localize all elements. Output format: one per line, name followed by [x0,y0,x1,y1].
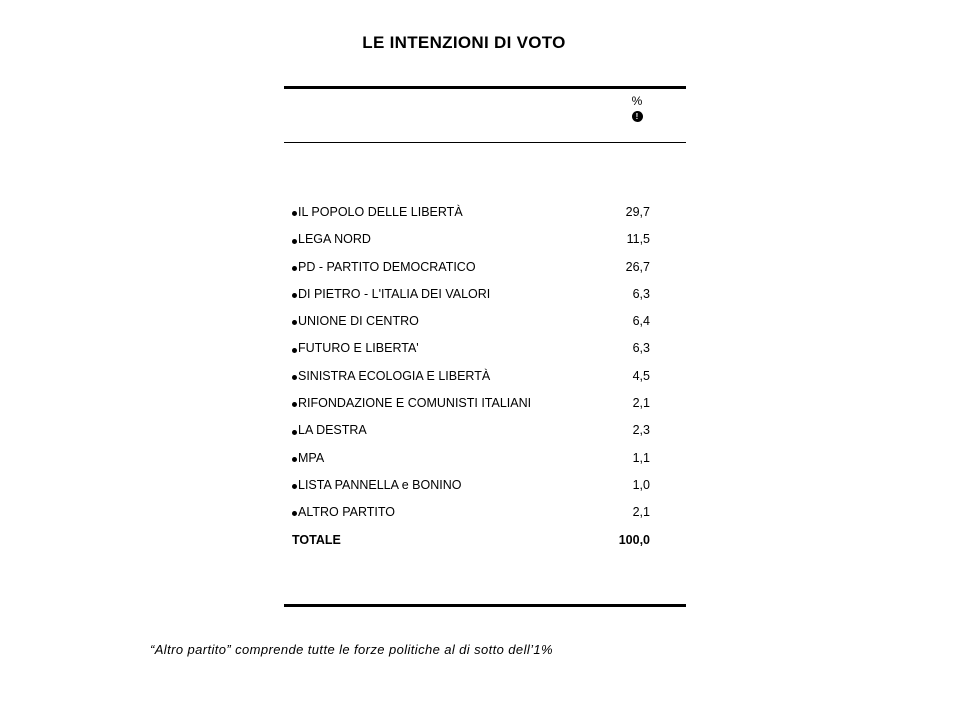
party-label: SINISTRA ECOLOGIA E LIBERTÀ [298,368,491,383]
party-label: MPA [298,450,325,465]
bullet-icon [292,430,297,435]
bullet-icon [292,239,297,244]
party-percent: 29,7 [625,205,650,219]
party-label: PD - PARTITO DEMOCRATICO [298,259,476,274]
bullet-icon [292,293,297,298]
party-percent: 1,1 [632,450,650,465]
party-label: RIFONDAZIONE E COMUNISTI ITALIANI [298,396,532,411]
party-label: LISTA PANNELLA e BONINO [298,477,462,492]
party-percent: 2,1 [632,396,650,411]
bullet-icon [292,375,297,380]
percent-label: % [631,94,643,108]
table-row [292,313,662,340]
party-label: FUTURO E LIBERTA' [298,341,419,356]
party-percent: 4,5 [632,368,650,383]
party-label: LEGA NORD [298,232,371,247]
table-top-rule [284,86,686,89]
party-percent: 6,3 [632,341,650,356]
total-percent: 100,0 [618,532,650,547]
bullet-icon [292,320,297,325]
party-percent: 11,5 [626,232,650,247]
total-row [292,532,662,559]
party-percent: 26,7 [625,259,650,274]
table-row [292,477,662,504]
bullet-icon [292,402,297,407]
table-row [292,204,662,231]
footnote: “Altro partito” comprende tutte le forze politiche al di sotto dell’1% [150,642,554,657]
party-label: IL POPOLO DELLE LIBERTÀ [298,205,463,219]
table-row [292,286,662,313]
party-label: DI PIETRO - L'ITALIA DEI VALORI [298,286,491,301]
table-row [292,450,662,477]
table-row [292,259,662,286]
page-title: LE INTENZIONI DI VOTO [362,33,566,52]
table-row [292,340,662,367]
party-percent: 2,3 [632,423,650,438]
bullet-icon [292,266,297,271]
table-row [292,422,662,449]
party-label: ALTRO PARTITO [298,505,396,520]
party-percent: 2,1 [632,505,650,520]
table-row [292,231,662,258]
table-bottom-rule [284,604,686,607]
bullet-icon [292,511,297,516]
party-percent: 1,0 [632,477,650,492]
table-row [292,504,662,531]
table-row [292,395,662,422]
header-divider [284,142,686,143]
party-percent: 6,3 [632,286,650,301]
party-label: UNIONE DI CENTRO [298,314,419,329]
percent-column-header [618,94,656,122]
total-label: TOTALE [292,532,341,547]
party-label: LA DESTRA [298,423,367,438]
bullet-icon [292,348,297,353]
bullet-icon [292,484,297,489]
bullet-icon [292,457,297,462]
info-icon: ! [632,111,643,122]
party-percent: 6,4 [632,314,650,329]
table-row [292,368,662,395]
bullet-icon [292,211,297,216]
vote-table [292,204,662,559]
